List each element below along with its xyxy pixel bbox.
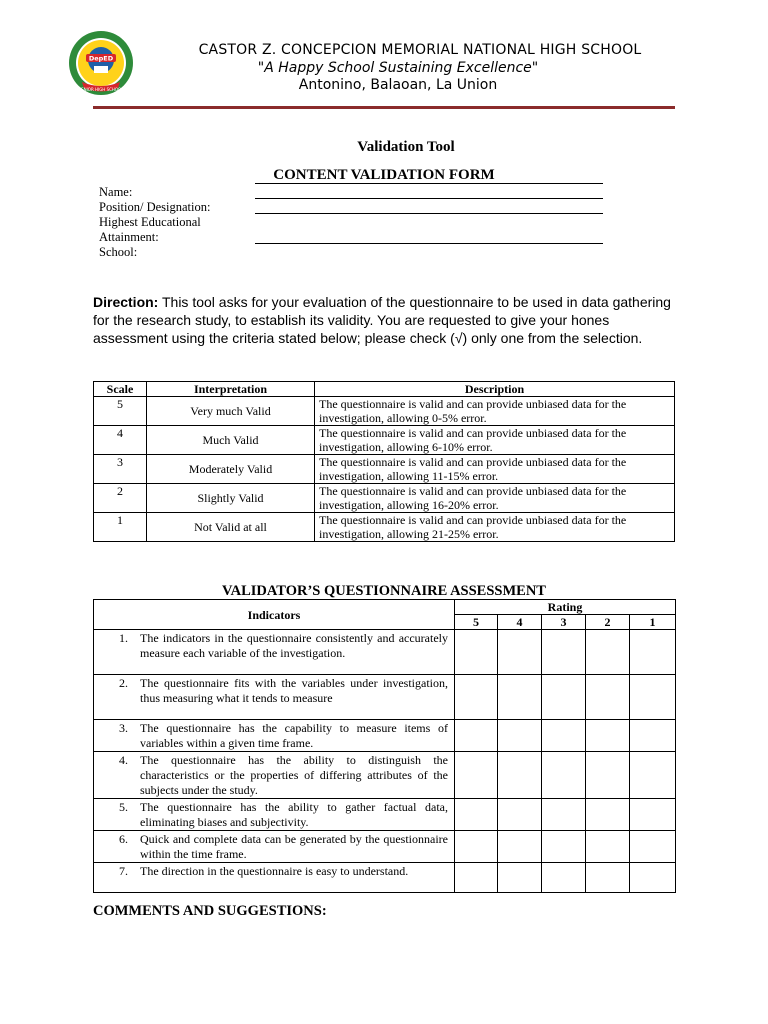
rating-col-2: 2 [586, 615, 630, 630]
assessment-header-row [94, 600, 676, 615]
rating-cell-4[interactable] [498, 630, 542, 675]
table-row [94, 513, 675, 542]
indicator-text: The questionnaire has the ability to distinguish the characteristics or the properties of differing attributes of the subjects under the study. [140, 753, 448, 797]
rating-cell-5[interactable] [455, 630, 498, 675]
assessment-title: VALIDATOR’S QUESTIONNAIRE ASSESSMENT [222, 583, 546, 599]
indicator-text: The questionnaire fits with the variables under investigation, thus measuring what it tends to measure [140, 676, 448, 705]
interpretation: Very much Valid [147, 397, 315, 426]
field-line-name[interactable] [255, 183, 603, 184]
field-line-school[interactable] [255, 243, 603, 244]
rating-header: Rating [455, 600, 676, 615]
indicator-text: The indicators in the questionnaire consistently and accurately measure each variable of the investigation. [140, 631, 448, 660]
direction-label: Direction: [93, 294, 159, 310]
scale-header: Scale [94, 382, 147, 397]
table-row [94, 675, 676, 720]
field-label-education: Highest Educational [99, 215, 201, 229]
indicator-text: Quick and complete data can be generated by the questionnaire within the time frame. [140, 832, 448, 861]
form-title: Validation Tool [357, 139, 455, 155]
rating-cell-2[interactable] [586, 675, 630, 720]
direction-text: This tool asks for your evaluation of the questionnaire to be used in data gathering for the research study, to establish its validity. You are requested to give your hones assessment using the criteria stated below; please check (√) only one from the selection. [93, 294, 671, 346]
interpretation: Not Valid at all [147, 513, 315, 542]
indicator-cell [94, 863, 455, 893]
rating-cell-5[interactable] [455, 752, 498, 799]
assessment-table [93, 599, 676, 893]
indicator-number: 2. [119, 676, 128, 690]
rating-cell-5[interactable] [455, 863, 498, 893]
school-address: Antonino, Balaoan, La Union [298, 77, 498, 93]
rating-cell-1[interactable] [630, 675, 676, 720]
rating-cell-4[interactable] [498, 863, 542, 893]
header-divider [93, 106, 675, 109]
indicator-number: 5. [119, 800, 128, 814]
rating-cell-1[interactable] [630, 720, 676, 752]
field-label-school: School: [99, 245, 138, 259]
rating-col-3: 3 [542, 615, 586, 630]
indicator-number: 4. [119, 753, 128, 767]
description: The questionnaire is valid and can provide unbiased data for the investigation, allowing 6-10% error. [315, 426, 675, 455]
table-row [94, 630, 676, 675]
indicator-cell [94, 630, 455, 675]
description: The questionnaire is valid and can provide unbiased data for the investigation, allowing 11-15% error. [315, 455, 675, 484]
rating-cell-3[interactable] [542, 675, 586, 720]
rating-col-4: 4 [498, 615, 542, 630]
field-line-position[interactable] [255, 198, 603, 199]
school-name: CASTOR Z. CONCEPCION MEMORIAL NATIONAL HIGH SCHOOL [198, 42, 642, 58]
rating-cell-1[interactable] [630, 863, 676, 893]
indicator-cell [94, 675, 455, 720]
rating-cell-4[interactable] [498, 675, 542, 720]
indicator-number: 7. [119, 864, 128, 878]
rating-cell-5[interactable] [455, 720, 498, 752]
rating-cell-3[interactable] [542, 831, 586, 863]
rating-cell-3[interactable] [542, 752, 586, 799]
rating-cell-4[interactable] [498, 752, 542, 799]
scale-table [93, 381, 675, 542]
rating-cell-4[interactable] [498, 831, 542, 863]
rating-cell-3[interactable] [542, 863, 586, 893]
scale-value: 5 [94, 397, 147, 426]
indicator-text: The direction in the questionnaire is easy to understand. [140, 864, 409, 878]
table-row [94, 863, 676, 893]
rating-cell-2[interactable] [586, 752, 630, 799]
table-row [94, 799, 676, 831]
scale-value: 1 [94, 513, 147, 542]
direction-paragraph [93, 293, 673, 347]
indicator-number: 3. [119, 721, 128, 735]
indicator-text: The questionnaire has the ability to gather factual data, eliminating biases and subjectivity. [140, 800, 448, 829]
rating-cell-5[interactable] [455, 831, 498, 863]
interpretation-header: Interpretation [147, 382, 315, 397]
field-label-position: Position/ Designation: [99, 200, 211, 214]
field-label-attainment: Attainment: [99, 230, 159, 244]
rating-cell-3[interactable] [542, 720, 586, 752]
logo-book [94, 66, 108, 73]
scale-value: 2 [94, 484, 147, 513]
rating-cell-1[interactable] [630, 799, 676, 831]
rating-cell-3[interactable] [542, 799, 586, 831]
rating-cell-4[interactable] [498, 799, 542, 831]
form-subtitle: CONTENT VALIDATION FORM [273, 167, 495, 183]
rating-cell-1[interactable] [630, 831, 676, 863]
table-row [94, 397, 675, 426]
logo-banner-text: SENIOR HIGH SCHOOL [78, 87, 124, 92]
indicators-header: Indicators [94, 600, 455, 630]
field-label-name: Name: [99, 185, 133, 199]
rating-cell-4[interactable] [498, 720, 542, 752]
rating-cell-2[interactable] [586, 720, 630, 752]
description-header: Description [315, 382, 675, 397]
interpretation: Moderately Valid [147, 455, 315, 484]
scale-table-header [94, 382, 675, 397]
indicator-cell [94, 720, 455, 752]
indicator-cell [94, 831, 455, 863]
rating-col-5: 5 [455, 615, 498, 630]
table-row [94, 752, 676, 799]
rating-cell-5[interactable] [455, 799, 498, 831]
indicator-number: 6. [119, 832, 128, 846]
scale-value: 3 [94, 455, 147, 484]
logo-center-text: DepED [88, 54, 114, 63]
scale-value: 4 [94, 426, 147, 455]
table-row [94, 426, 675, 455]
rating-col-1: 1 [630, 615, 676, 630]
description: The questionnaire is valid and can provide unbiased data for the investigation, allowing 0-5% error. [315, 397, 675, 426]
rating-cell-1[interactable] [630, 630, 676, 675]
indicator-text: The questionnaire has the capability to measure items of variables within a given time frame. [140, 721, 448, 750]
indicator-cell [94, 752, 455, 799]
indicator-cell [94, 799, 455, 831]
rating-cell-2[interactable] [586, 863, 630, 893]
rating-cell-2[interactable] [586, 630, 630, 675]
interpretation: Much Valid [147, 426, 315, 455]
table-row [94, 720, 676, 752]
rating-cell-1[interactable] [630, 752, 676, 799]
rating-cell-2[interactable] [586, 831, 630, 863]
table-row [94, 831, 676, 863]
indicator-number: 1. [119, 631, 128, 645]
description: The questionnaire is valid and can provide unbiased data for the investigation, allowing 16-20% error. [315, 484, 675, 513]
school-motto: "A Happy School Sustaining Excellence" [257, 60, 539, 76]
field-line-education[interactable] [255, 213, 603, 214]
school-logo-icon [68, 30, 134, 98]
rating-cell-5[interactable] [455, 675, 498, 720]
comments-heading: COMMENTS AND SUGGESTIONS: [93, 903, 327, 919]
interpretation: Slightly Valid [147, 484, 315, 513]
description: The questionnaire is valid and can provide unbiased data for the investigation, allowing 21-25% error. [315, 513, 675, 542]
table-row [94, 455, 675, 484]
table-row [94, 484, 675, 513]
rating-cell-2[interactable] [586, 799, 630, 831]
rating-cell-3[interactable] [542, 630, 586, 675]
